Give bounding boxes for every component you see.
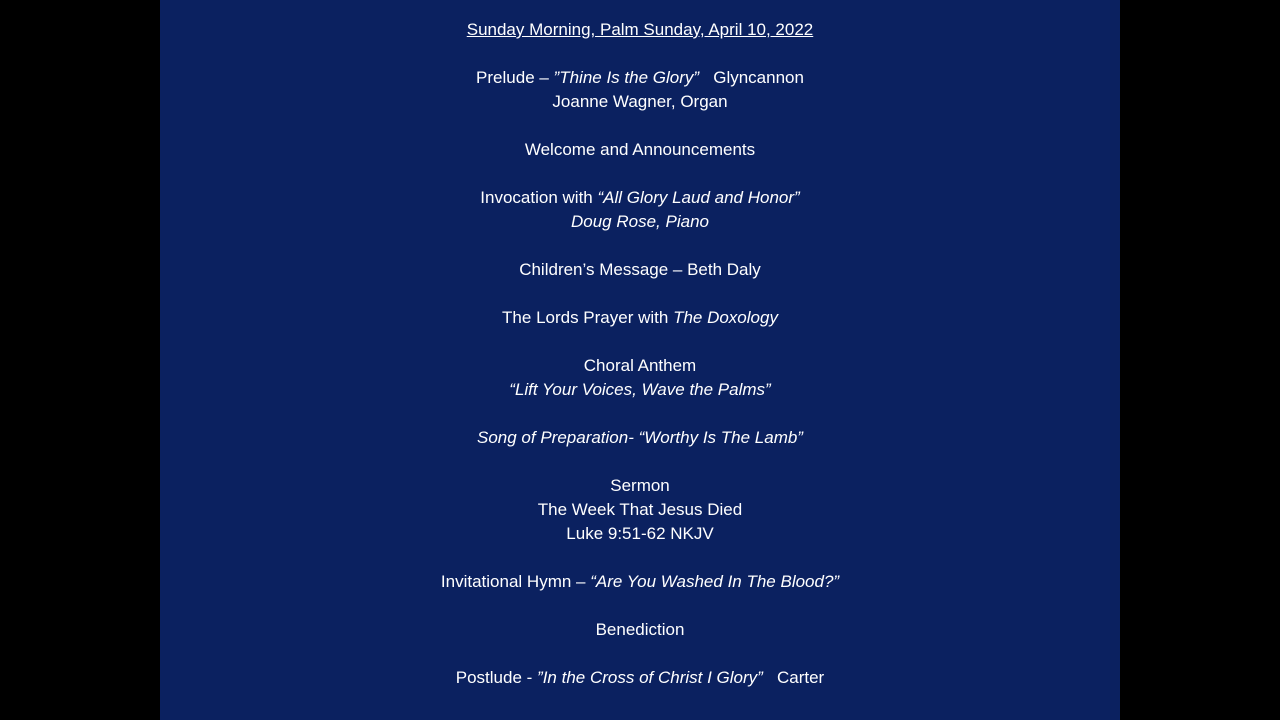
prelude-composer: Glyncannon — [699, 68, 804, 87]
doxology: The Doxology — [673, 308, 778, 327]
invocation-line — [160, 186, 1120, 210]
song-of-preparation-line: Song of Preparation- “Worthy Is The Lamb” — [477, 428, 803, 447]
spacer — [160, 162, 1120, 186]
sermon-scripture: Luke 9:51-62 NKJV — [566, 524, 714, 543]
prelude-line — [160, 66, 1120, 90]
benediction-line: Benediction — [595, 620, 685, 639]
lords-prayer-line — [160, 306, 1120, 330]
invitational-hymn-title: “Are You Washed In The Blood?” — [590, 572, 840, 591]
service-title: Sunday Morning, Palm Sunday, April 10, 2022 — [466, 20, 814, 39]
welcome-line: Welcome and Announcements — [524, 140, 756, 159]
postlude-composer: Carter — [762, 668, 825, 687]
spacer — [160, 642, 1120, 666]
invocation-performer: Doug Rose, Piano — [571, 212, 709, 231]
invitational-hymn-line — [160, 570, 1120, 594]
invocation-label: Invocation with — [480, 188, 598, 207]
anthem-title: “Lift Your Voices, Wave the Palms” — [509, 380, 771, 399]
spacer — [160, 594, 1120, 618]
spacer — [160, 282, 1120, 306]
anthem-label: Choral Anthem — [583, 356, 697, 375]
prelude-performer: Joanne Wagner, Organ — [552, 92, 728, 111]
prelude-piece: ”Thine Is the Glory” — [553, 68, 700, 87]
postlude-label: Postlude - — [455, 668, 538, 687]
spacer — [160, 234, 1120, 258]
spacer — [160, 402, 1120, 426]
invocation-hymn: “All Glory Laud and Honor” — [597, 188, 800, 207]
invitational-hymn-label: Invitational Hymn – — [440, 572, 591, 591]
lords-prayer-label: The Lords Prayer with — [502, 308, 674, 327]
spacer — [160, 42, 1120, 66]
spacer — [160, 330, 1120, 354]
spacer — [160, 114, 1120, 138]
prelude-label: Prelude – — [476, 68, 554, 87]
sermon-title: The Week That Jesus Died — [537, 500, 743, 519]
childrens-message-line: Children’s Message – Beth Daly — [519, 260, 761, 279]
bulletin-slide — [160, 0, 1120, 720]
postlude-piece: ”In the Cross of Christ I Glory” — [537, 668, 763, 687]
sermon-label: Sermon — [610, 476, 670, 495]
spacer — [160, 546, 1120, 570]
postlude-line — [160, 666, 1120, 690]
spacer — [160, 450, 1120, 474]
order-of-service — [160, 18, 1120, 690]
